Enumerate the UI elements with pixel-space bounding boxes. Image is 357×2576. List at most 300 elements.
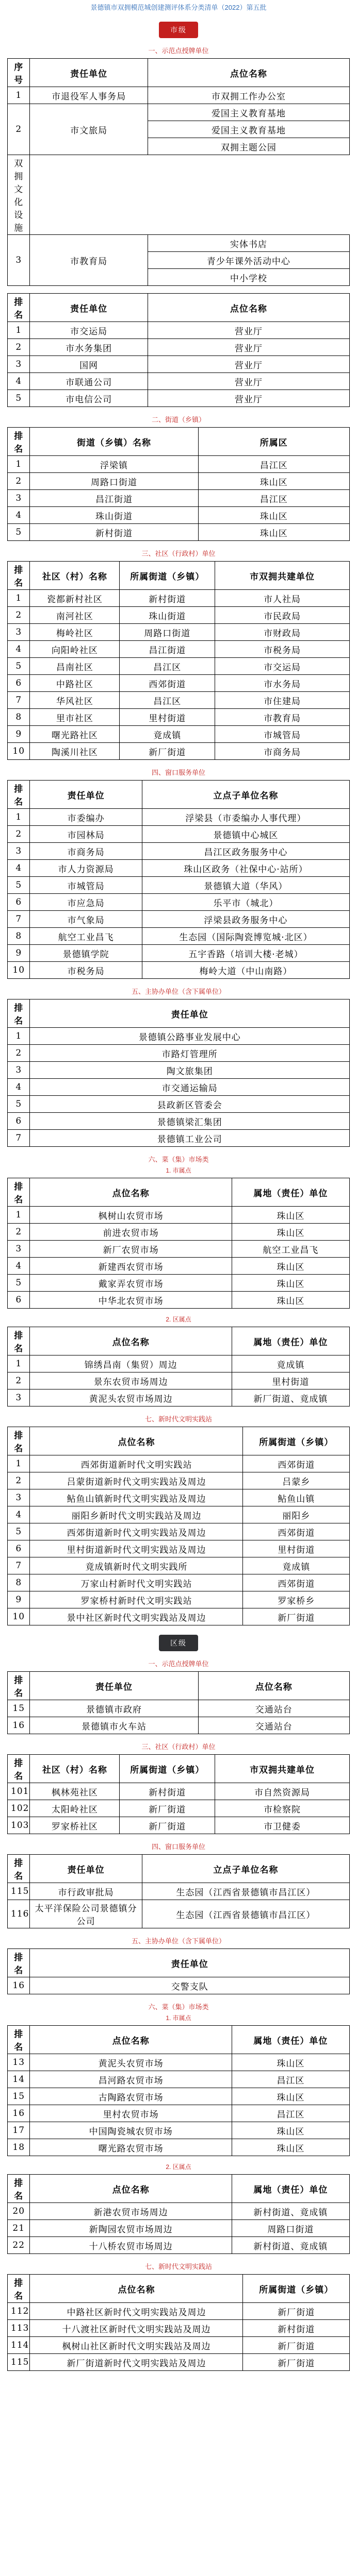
table-header-cell: 属地（责任）单位 bbox=[232, 1327, 349, 1355]
table-cell: 4 bbox=[8, 860, 30, 877]
table-row bbox=[8, 675, 350, 692]
table-cell: 3 bbox=[8, 624, 30, 641]
table-header-cell: 街道（乡镇）名称 bbox=[30, 428, 198, 456]
table-cell: 锦绣昌南（集贸）周边 bbox=[30, 1355, 232, 1372]
table-header-row bbox=[8, 428, 350, 456]
table-cell: 景德镇市火车站 bbox=[30, 1717, 198, 1734]
ranking-table bbox=[7, 1948, 350, 1994]
table-cell: 营业厅 bbox=[148, 339, 349, 356]
table-block bbox=[0, 2162, 357, 2254]
table-cell: 吕蒙街道新时代文明实践站及周边 bbox=[30, 1472, 243, 1489]
table-cell: 竟成镇 bbox=[243, 1557, 350, 1574]
table-cell: 西郊街道 bbox=[120, 675, 215, 692]
table-cell: 里村街道 bbox=[120, 709, 215, 726]
table-cell: 昌江区 bbox=[198, 456, 349, 473]
table-cell: 15 bbox=[8, 2088, 30, 2105]
table-row bbox=[8, 1540, 350, 1557]
table-row bbox=[8, 1275, 350, 1292]
table-cell: 13 bbox=[8, 2054, 30, 2071]
table-row bbox=[8, 1800, 350, 1817]
table-cell: 周路口街道 bbox=[30, 473, 198, 490]
table-row bbox=[8, 2122, 350, 2139]
table-row bbox=[8, 2337, 350, 2354]
table-cell: 黄泥头农贸市场 bbox=[30, 2054, 232, 2071]
table-header-cell: 排名 bbox=[8, 294, 30, 322]
table-cell: 5 bbox=[8, 1275, 30, 1292]
table-row bbox=[8, 1608, 350, 1625]
table-cell: 西郊街道新时代文明实践站 bbox=[30, 1455, 243, 1472]
table-row bbox=[8, 104, 350, 121]
table-cell: 115 bbox=[8, 1883, 30, 1900]
table-cell: 4 bbox=[8, 373, 30, 390]
table-cell: 里村街道 bbox=[232, 1372, 349, 1389]
table-cell: 市水务局 bbox=[215, 675, 350, 692]
table-cell: 10 bbox=[8, 962, 30, 979]
table-cell: 昌江区 bbox=[198, 490, 349, 507]
table-header-cell: 社区（村）名称 bbox=[30, 1755, 120, 1783]
table-cell: 曙光路社区 bbox=[30, 726, 120, 743]
table-cell: 昌河路农贸市场 bbox=[30, 2071, 232, 2088]
table-cell: 市委编办 bbox=[30, 809, 142, 826]
table-row bbox=[8, 1817, 350, 1834]
table-cell: 交通站台 bbox=[198, 1717, 349, 1734]
table-header-cell: 属地（责任）单位 bbox=[232, 1178, 349, 1207]
table-header-cell: 责任单位 bbox=[30, 1672, 198, 1700]
table-header-row bbox=[8, 2175, 350, 2203]
table-row bbox=[8, 373, 350, 390]
category-heading: 一、示范点授牌单位 bbox=[148, 1660, 209, 1668]
table-cell: 浮梁县（市委编办人事代理） bbox=[142, 809, 349, 826]
table-row bbox=[8, 87, 350, 104]
table-cell: 景德镇学院 bbox=[30, 945, 142, 962]
category-heading: 二、街道（乡镇） bbox=[151, 416, 205, 423]
table-row bbox=[8, 1062, 350, 1079]
table-header-row bbox=[8, 1855, 350, 1883]
table-cell: 太平洋保险公司景德镇分公司 bbox=[30, 1900, 142, 1928]
table-cell: 22 bbox=[8, 2237, 30, 2254]
table-cell: 竟成镇新时代文明实践所 bbox=[30, 1557, 243, 1574]
table-cell: 珠山区 bbox=[232, 1224, 349, 1241]
category-heading: 四、窗口服务单位 bbox=[151, 769, 205, 776]
table-header-cell: 责任单位 bbox=[30, 781, 142, 809]
table-cell: 营业厅 bbox=[148, 373, 349, 390]
table-cell: 景德镇市政府 bbox=[30, 1700, 198, 1717]
table-row bbox=[8, 1389, 350, 1406]
table-row bbox=[8, 945, 350, 962]
table-cell: 1 bbox=[8, 1207, 30, 1224]
table-cell: 1 bbox=[8, 322, 30, 339]
table-cell: 昌江街道 bbox=[120, 641, 215, 658]
table-row bbox=[8, 1045, 350, 1062]
table-row bbox=[8, 658, 350, 675]
table-cell: 陶文旅集团 bbox=[30, 1062, 350, 1079]
ranking-table bbox=[7, 2174, 350, 2254]
table-row bbox=[8, 155, 350, 235]
document-title: 景德镇市双拥模范城创建测评体系分类清单（2022）第五批 bbox=[90, 4, 267, 11]
table-block bbox=[0, 1741, 357, 1834]
table-cell: 1 bbox=[8, 456, 30, 473]
category-heading: 七、新时代文明实践站 bbox=[144, 2263, 212, 2270]
table-cell: 西郊街道 bbox=[243, 1574, 350, 1591]
table-header-cell: 责任单位 bbox=[30, 294, 148, 322]
table-cell: 罗家桥村新时代文明实践站 bbox=[30, 1591, 243, 1608]
table-cell: 市卫健委 bbox=[215, 1817, 350, 1834]
table-cell: 营业厅 bbox=[148, 356, 349, 373]
table-row bbox=[8, 1241, 350, 1258]
table-cell: 新厂街道 bbox=[120, 1800, 215, 1817]
category-subtitle: 2. 区属点 bbox=[166, 2163, 191, 2171]
table-cell: 10 bbox=[8, 743, 30, 760]
table-cell: 市园林局 bbox=[30, 826, 142, 843]
table-header-cell: 排名 bbox=[8, 2026, 30, 2054]
table-row bbox=[8, 1977, 350, 1994]
table-row bbox=[8, 590, 350, 607]
table-cell: 吕蒙乡 bbox=[243, 1472, 350, 1489]
table-cell: 双拥主题公园 bbox=[148, 138, 349, 155]
table-header-cell: 点位名称 bbox=[30, 2175, 232, 2203]
table-header-cell: 责任单位 bbox=[30, 1949, 350, 1977]
table-row bbox=[8, 456, 350, 473]
table-cell: 3 bbox=[8, 1062, 30, 1079]
table-cell: 市电信公司 bbox=[30, 390, 148, 407]
table-row bbox=[8, 2088, 350, 2105]
category-heading: 五、主协办单位（含下属单位） bbox=[131, 1937, 225, 1945]
table-cell: 珠山区 bbox=[232, 1207, 349, 1224]
table-cell: 中小学校 bbox=[148, 269, 349, 286]
table-cell: 珠山区 bbox=[232, 1292, 349, 1309]
table-header-cell: 排名 bbox=[8, 562, 30, 590]
table-cell: 3 bbox=[8, 490, 30, 507]
table-cell: 珠山街道 bbox=[30, 507, 198, 524]
table-row bbox=[8, 2237, 350, 2254]
table-cell: 十八渡社区新时代文明实践站及周边 bbox=[30, 2320, 243, 2337]
table-cell: 2 bbox=[8, 104, 30, 155]
table-header-row bbox=[8, 2275, 350, 2303]
table-row bbox=[8, 1455, 350, 1472]
table-cell: 西郊街道 bbox=[243, 1455, 350, 1472]
table-row bbox=[8, 356, 350, 373]
table-header-cell: 点位名称 bbox=[148, 59, 349, 87]
table-header-row bbox=[8, 1327, 350, 1355]
table-cell: 梅岭大道（中山南路） bbox=[142, 962, 349, 979]
table-cell: 市财政局 bbox=[215, 624, 350, 641]
table-row bbox=[8, 843, 350, 860]
table-cell: 珠山区 bbox=[232, 2139, 349, 2156]
table-cell: 珠山区 bbox=[232, 2054, 349, 2071]
table-row bbox=[8, 322, 350, 339]
table-row bbox=[8, 2220, 350, 2237]
table-cell: 新村街道 bbox=[243, 2320, 350, 2337]
table-block bbox=[0, 1936, 357, 1994]
table-cell: 十八桥农贸市场周边 bbox=[30, 2237, 232, 2254]
table-cell: 市教育局 bbox=[215, 709, 350, 726]
table-cell: 营业厅 bbox=[148, 322, 349, 339]
table-cell: 市行政审批局 bbox=[30, 1883, 142, 1900]
table-cell: 珠山区 bbox=[232, 2088, 349, 2105]
table-header-cell: 排名 bbox=[8, 1855, 30, 1883]
table-cell: 5 bbox=[8, 1096, 30, 1113]
table-cell: 南河社区 bbox=[30, 607, 120, 624]
table-cell: 新村街道 bbox=[30, 524, 198, 541]
table-row bbox=[8, 1574, 350, 1591]
ranking-table bbox=[7, 427, 350, 541]
table-block bbox=[0, 1841, 357, 1928]
table-header-row bbox=[8, 294, 350, 322]
table-cell: 景德镇梁汇集团 bbox=[30, 1113, 350, 1130]
table-cell: 市退役军人事务局 bbox=[30, 87, 148, 104]
table-header-cell: 排名 bbox=[8, 1178, 30, 1207]
table-cell: 2 bbox=[8, 1372, 30, 1389]
table-row bbox=[8, 1113, 350, 1130]
table-cell: 新村街道、竟成镇 bbox=[232, 2237, 349, 2254]
table-row bbox=[8, 1506, 350, 1523]
table-cell: 珠山区 bbox=[232, 1275, 349, 1292]
table-header-cell: 排名 bbox=[8, 2275, 30, 2303]
table-cell: 2 bbox=[8, 1045, 30, 1062]
table-cell: 114 bbox=[8, 2337, 30, 2354]
table-cell: 实体书店 bbox=[148, 235, 349, 252]
table-cell: 罗家桥乡 bbox=[243, 1591, 350, 1608]
table-cell: 陶溪川社区 bbox=[30, 743, 120, 760]
category-heading: 三、社区（行政村）单位 bbox=[141, 550, 216, 557]
table-cell: 珠山街道 bbox=[120, 607, 215, 624]
table-cell: 18 bbox=[8, 2139, 30, 2156]
table-header-cell: 排名 bbox=[8, 2175, 30, 2203]
table-cell: 4 bbox=[8, 1079, 30, 1096]
category-heading: 四、窗口服务单位 bbox=[151, 1843, 205, 1851]
table-cell: 4 bbox=[8, 507, 30, 524]
table-cell: 17 bbox=[8, 2122, 30, 2139]
table-row bbox=[8, 1489, 350, 1506]
category-subtitle: 2. 区属点 bbox=[166, 1316, 191, 1323]
table-block bbox=[0, 548, 357, 760]
table-cell: 5 bbox=[8, 877, 30, 894]
table-cell: 竟成镇 bbox=[120, 726, 215, 743]
table-row bbox=[8, 235, 350, 252]
table-block bbox=[0, 2002, 357, 2156]
table-header-cell: 立点子单位名称 bbox=[142, 1855, 349, 1883]
table-cell: 昌江区 bbox=[232, 2105, 349, 2122]
table-cell: 景德镇公路事业发展中心 bbox=[30, 1028, 350, 1045]
table-row bbox=[8, 1591, 350, 1608]
table-row bbox=[8, 894, 350, 911]
table-cell: 昌江区 bbox=[120, 692, 215, 709]
table-row bbox=[8, 1096, 350, 1113]
table-row bbox=[8, 490, 350, 507]
table-cell: 浮梁县政务服务中心 bbox=[142, 911, 349, 928]
table-header-row bbox=[8, 1178, 350, 1207]
table-cell: 珠山区 bbox=[198, 507, 349, 524]
table-cell: 市商务局 bbox=[215, 743, 350, 760]
category-subtitle: 1. 市属点 bbox=[166, 2014, 191, 2022]
table-cell: 3 bbox=[8, 1389, 30, 1406]
table-cell: 2 bbox=[8, 1472, 30, 1489]
table-cell: 里市社区 bbox=[30, 709, 120, 726]
table-cell: 国网 bbox=[30, 356, 148, 373]
table-cell: 枫林苑社区 bbox=[30, 1783, 120, 1800]
table-header-cell: 排名 bbox=[8, 428, 30, 456]
table-row bbox=[8, 1472, 350, 1489]
ranking-table bbox=[7, 2025, 350, 2156]
table-cell: 3 bbox=[8, 1241, 30, 1258]
table-cell: 7 bbox=[8, 1130, 30, 1147]
table-row bbox=[8, 743, 350, 760]
table-header-row bbox=[8, 999, 350, 1028]
table-header-cell: 立点子单位名称 bbox=[142, 781, 349, 809]
table-cell: 市住建局 bbox=[215, 692, 350, 709]
category-heading: 一、示范点授牌单位 bbox=[148, 47, 209, 55]
table-cell: 市税务局 bbox=[30, 962, 142, 979]
table-block bbox=[0, 414, 357, 541]
table-cell: 7 bbox=[8, 1557, 30, 1574]
table-cell: 县政新区管委会 bbox=[30, 1096, 350, 1113]
table-row bbox=[8, 1207, 350, 1224]
section-badge-wrap bbox=[0, 22, 357, 38]
table-header-cell: 点位名称 bbox=[30, 1427, 243, 1455]
table-cell: 中国陶瓷城农贸市场 bbox=[30, 2122, 232, 2139]
table-cell: 新厂街道、竟成镇 bbox=[232, 1389, 349, 1406]
table-cell: 黄泥头农贸市场周边 bbox=[30, 1389, 232, 1406]
table-row bbox=[8, 1079, 350, 1096]
table-cell: 8 bbox=[8, 928, 30, 945]
table-row bbox=[8, 877, 350, 894]
table-cell: 16 bbox=[8, 1977, 30, 1994]
table-cell: 曙光路农贸市场 bbox=[30, 2139, 232, 2156]
table-header-row bbox=[8, 1755, 350, 1783]
table-cell: 21 bbox=[8, 2220, 30, 2237]
table-cell: 7 bbox=[8, 692, 30, 709]
table-cell: 113 bbox=[8, 2320, 30, 2337]
table-cell: 枫树山农贸市场 bbox=[30, 1207, 232, 1224]
table-cell: 里村街道 bbox=[243, 1540, 350, 1557]
table-block bbox=[0, 2261, 357, 2371]
table-header-cell: 序号 bbox=[8, 59, 30, 87]
table-cell: 生态园（江西省景德镇市昌江区） bbox=[142, 1883, 349, 1900]
table-cell: 青少年课外活动中心 bbox=[148, 252, 349, 269]
table-header-row bbox=[8, 562, 350, 590]
table-header-cell: 所属区 bbox=[198, 428, 349, 456]
table-cell: 6 bbox=[8, 1292, 30, 1309]
table-row bbox=[8, 2139, 350, 2156]
table-header-row bbox=[8, 59, 350, 87]
table-header-cell: 排名 bbox=[8, 999, 30, 1028]
table-block bbox=[0, 1658, 357, 1734]
table-cell: 115 bbox=[8, 2354, 30, 2371]
table-cell: 向阳岭社区 bbox=[30, 641, 120, 658]
table-row bbox=[8, 1900, 350, 1928]
table-block bbox=[0, 1414, 357, 1625]
table-cell: 梅岭社区 bbox=[30, 624, 120, 641]
category-subtitle: 1. 市属点 bbox=[166, 1167, 191, 1174]
table-cell: 4 bbox=[8, 1258, 30, 1275]
table-cell: 市人社局 bbox=[215, 590, 350, 607]
table-header-cell: 所属街道（乡镇） bbox=[243, 2275, 350, 2303]
table-header-cell: 责任单位 bbox=[30, 59, 148, 87]
table-row bbox=[8, 1130, 350, 1147]
table-row bbox=[8, 709, 350, 726]
table-cell: 西郊街道新时代文明实践站及周边 bbox=[30, 1523, 243, 1540]
table-cell: 交通站台 bbox=[198, 1700, 349, 1717]
table-cell: 2 bbox=[8, 1224, 30, 1241]
table-cell: 6 bbox=[8, 1540, 30, 1557]
table-cell: 3 bbox=[8, 843, 30, 860]
table-cell: 生态园（江西省景德镇市昌江区） bbox=[142, 1900, 349, 1928]
table-cell: 10 bbox=[8, 1608, 30, 1625]
table-cell: 里村农贸市场 bbox=[30, 2105, 232, 2122]
table-cell: 2 bbox=[8, 607, 30, 624]
ranking-table bbox=[7, 1754, 350, 1834]
table-cell: 鲇鱼山镇 bbox=[243, 1489, 350, 1506]
table-cell: 市双拥工作办公室 bbox=[148, 87, 349, 104]
table-cell: 丽阳乡新时代文明实践站及周边 bbox=[30, 1506, 243, 1523]
table-cell: 6 bbox=[8, 894, 30, 911]
ranking-table bbox=[7, 1671, 350, 1734]
table-row bbox=[8, 1258, 350, 1275]
table-cell: 15 bbox=[8, 1700, 30, 1717]
table-row bbox=[8, 2303, 350, 2320]
section-badge: 市级 bbox=[159, 22, 198, 38]
table-cell: 珠山区 bbox=[232, 1258, 349, 1275]
ranking-table bbox=[7, 293, 350, 407]
table-cell: 中华北农贸市场 bbox=[30, 1292, 232, 1309]
table-row bbox=[8, 1292, 350, 1309]
table-cell: 市人力资源局 bbox=[30, 860, 142, 877]
table-header-cell: 市双拥共建单位 bbox=[215, 1755, 350, 1783]
table-header-cell: 排名 bbox=[8, 1427, 30, 1455]
section-badge-wrap bbox=[0, 1635, 357, 1651]
table-cell: 16 bbox=[8, 2105, 30, 2122]
table-cell: 5 bbox=[8, 524, 30, 541]
table-cell: 景德镇中心城区 bbox=[142, 826, 349, 843]
table-cell: 市自然资源局 bbox=[215, 1783, 350, 1800]
table-row bbox=[8, 1783, 350, 1800]
table-cell: 新厂街道新时代文明实践站及周边 bbox=[30, 2354, 243, 2371]
table-cell: 新厂街道 bbox=[243, 1608, 350, 1625]
table-cell: 市教育局 bbox=[30, 235, 148, 286]
table-cell: 里村街道新时代文明实践站及周边 bbox=[30, 1540, 243, 1557]
table-cell: 爱国主义教育基地 bbox=[148, 121, 349, 138]
table-cell: 102 bbox=[8, 1800, 30, 1817]
table-header-cell: 责任单位 bbox=[30, 999, 350, 1028]
table-cell: 景东农贸市场周边 bbox=[30, 1372, 232, 1389]
table-row bbox=[8, 1700, 350, 1717]
table-cell: 20 bbox=[8, 2203, 30, 2220]
table-cell: 珠山区 bbox=[198, 524, 349, 541]
table-cell: 8 bbox=[8, 1574, 30, 1591]
table-cell: 华风社区 bbox=[30, 692, 120, 709]
table-row bbox=[8, 826, 350, 843]
table-cell: 市联通公司 bbox=[30, 373, 148, 390]
table-cell: 航空工业昌飞 bbox=[30, 928, 142, 945]
table-row bbox=[8, 2071, 350, 2088]
table-cell: 16 bbox=[8, 1717, 30, 1734]
table-cell: 1 bbox=[8, 809, 30, 826]
table-cell: 新建西农贸市场 bbox=[30, 1258, 232, 1275]
table-cell: 新厂街道 bbox=[120, 743, 215, 760]
table-block bbox=[0, 293, 357, 407]
ranking-table bbox=[7, 780, 350, 979]
table-cell: 珠山区政务（社保中心·站所） bbox=[142, 860, 349, 877]
table-cell: 5 bbox=[8, 658, 30, 675]
ranking-table bbox=[7, 1178, 350, 1309]
table-cell: 市税务局 bbox=[215, 641, 350, 658]
table-cell: 新村街道 bbox=[120, 1783, 215, 1800]
table-row bbox=[8, 624, 350, 641]
table-cell: 鲇鱼山镇新时代文明实践站及周边 bbox=[30, 1489, 243, 1506]
table-cell: 8 bbox=[8, 709, 30, 726]
table-cell: 市商务局 bbox=[30, 843, 142, 860]
table-row bbox=[8, 2354, 350, 2371]
